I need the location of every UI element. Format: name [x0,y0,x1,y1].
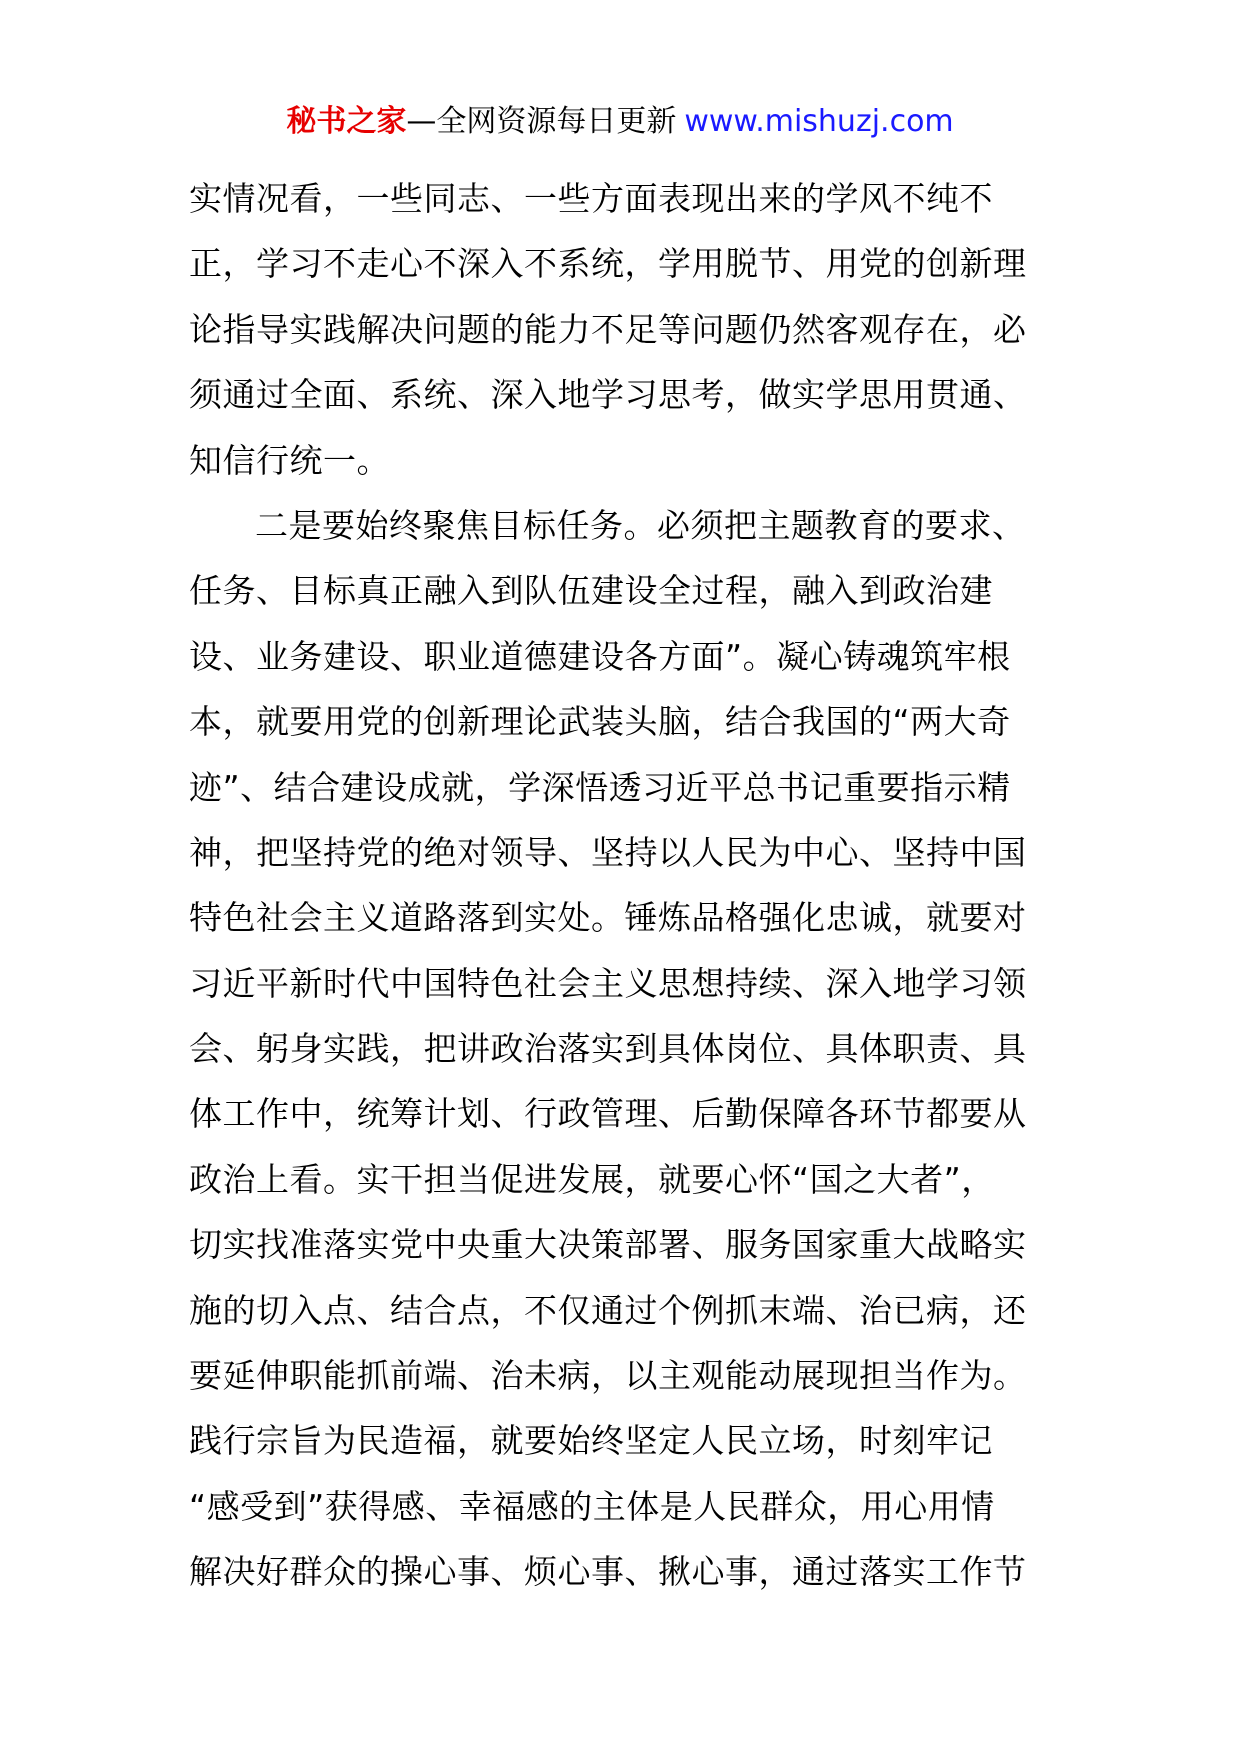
body-line: 神，把坚持党的绝对领导、坚持以人民为中心、坚持中国 [189,832,1027,872]
body-line: “感受到”获得感、幸福感的主体是人民群众，用心用情 [189,1486,995,1526]
site-slogan: —全网资源每日更新 [406,104,677,139]
paragraph-first-line: 二是要始终聚焦目标任务。必须把主题教育的要求、 [255,505,1026,545]
body-line: 要延伸职能抓前端、治未病，以主观能动展现担当作为。 [189,1356,1027,1396]
body-line: 知信行统一。 [189,440,390,480]
body-line: 须通过全面、系统、深入地学习思考，做实学思用贯通、 [189,375,1027,415]
body-line: 解决好群众的操心事、烦心事、揪心事，通过落实工作节 [189,1552,1027,1592]
body-line: 正，学习不走心不深入不系统，学用脱节、用党的创新理 [189,244,1027,284]
body-line: 体工作中，统筹计划、行政管理、后勤保障各环节都要从 [189,1094,1027,1134]
body-line: 论指导实践解决问题的能力不足等问题仍然客观存在，必 [189,309,1027,349]
page-header [0,100,1240,144]
body-line: 特色社会主义道路落到实处。锤炼品格强化忠诚，就要对 [189,898,1027,938]
body-line: 施的切入点、结合点，不仅通过个例抓末端、治已病，还 [189,1290,1027,1330]
body-line: 实情况看，一些同志、一些方面表现出来的学风不纯不 [189,179,993,218]
site-url-link[interactable]: www.mishuzj.com [684,104,954,139]
body-line: 本，就要用党的创新理论武装头脑，结合我国的“两大奇 [189,702,1011,742]
body-line: 设、业务建设、职业道德建设各方面”。凝心铸魂筑牢根 [189,636,1011,676]
body-line: 切实找准落实党中央重大决策部署、服务国家重大战略实 [189,1225,1027,1265]
body-line: 会、躬身实践，把讲政治落实到具体岗位、具体职责、具 [189,1029,1027,1069]
body-line: 迹”、结合建设成就，学深悟透习近平总书记重要指示精 [189,767,1011,807]
body-line: 践行宗旨为民造福，就要始终坚定人民立场，时刻牢记 [189,1421,993,1461]
document-body [189,166,1059,1605]
body-line: 习近平新时代中国特色社会主义思想持续、深入地学习领 [189,963,1027,1003]
body-line: 任务、目标真正融入到队伍建设全过程，融入到政治建 [189,571,993,611]
site-name: 秘书之家 [286,104,407,139]
body-line: 政治上看。实干担当促进发展，就要心怀“国之大者”， [189,1159,995,1199]
